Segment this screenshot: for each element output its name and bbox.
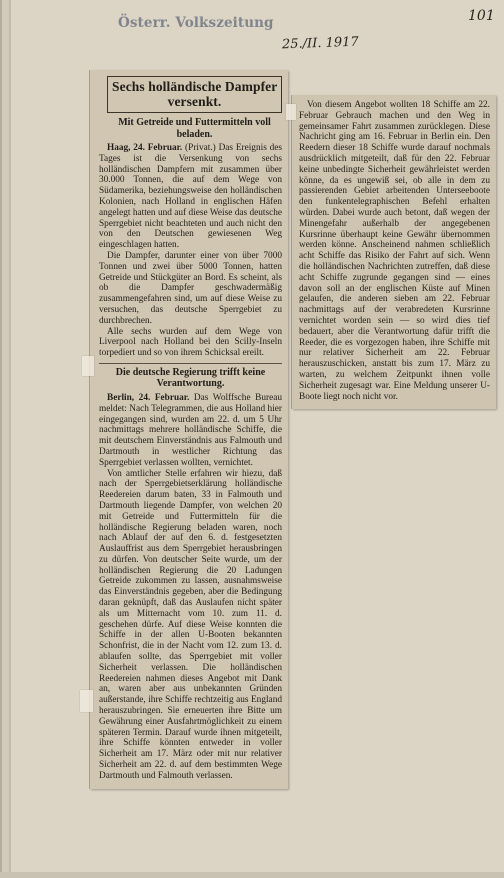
- dateline: Haag, 24. Februar.: [107, 143, 183, 153]
- tape-strip: [80, 690, 93, 712]
- archive-page-number: 101: [468, 8, 495, 24]
- dateline: Berlin, 24. Februar.: [107, 392, 190, 403]
- paragraph: [99, 251, 282, 327]
- article-headline-line: Sechs holländische Dampfer: [112, 79, 278, 94]
- paragraph-text: Von amtlicher Stelle erfahren wir hiezu, daß nach der Sperrgebietserklärung holländische Reedereien darum baten, 33 in Falmouth und Dartmouth liegende Dampfer, von welchen 20 mit Getreide und Futtermitteln für die holländische Regierung beladen waren, noch nach Ablauf der auf den 6. d. festgesetzten Auslauffrist aus dem Sperrgebiet herausbringen zu dürfen. Von deutscher Seite wurde, um der holländischen Regierung die 20 Ladungen Getreide zukommen zu lassen, ausnahmsweise das Einverständnis gegeben, aber die Bedingung daran geknüpft, daß das Auslaufen nicht später als um Mitternacht vom 10. zum 11. d. geschehen dürfe. Auf diese Weise konnten die Schiffe in der allen U-Booten bekannten Schonfrist, die in der Nacht vom 12. zum 13. d. ablaufen sollte, das Sperrgebiet mit voller Sicherheit verlassen. Die holländischen Reedereien nahmen dieses Angebot mit Dank an, waren aber aus unbekannten Gründen außerstande, ihre Schiffe rechtzeitig aus England herauszubringen. Sie erneuerten ihre Bitte um Gewährung einer Ausfahrtmöglichkeit zu einem späteren Termin. Darauf wurde ihnen mitgeteilt, ihre Schiffe könnten entweder in voller Sicherheit am 17. März oder mit nur relativer Sicherheit am 22. d. auf dem bestimmten Wege Dartmouth und Falmouth verlassen.: [99, 468, 282, 781]
- clipping-left-column: [90, 70, 288, 789]
- section-heading: Die deutsche Regierung trifft keine Verantwortung.: [99, 363, 282, 390]
- tape-strip: [286, 104, 296, 120]
- handwritten-date: 25./II. 1917: [281, 34, 359, 53]
- paragraph-text: Die Dampfer, darunter einer von über 7000 Tonnen und zwei über 5000 Tonnen, hatten Getreide und Stückgüter an Bord. Es scheint, als ob die Dampfer geschwadermäßig zusammengefahren sind, um auf diese Weise zu versuchen, das deutsche Sperrgebiet zu durchbrechen.: [99, 250, 282, 326]
- article-part-berlin: [99, 393, 282, 782]
- paragraph: [99, 393, 282, 469]
- article-headline-line: versenkt.: [167, 94, 222, 109]
- clipping-right-column: [292, 95, 496, 409]
- paragraph-text: Das Wolffsche Bureau meldet: Nach Telegrammen, die aus Holland hier eingegangen sind, wurden am 22. d. um 5 Uhr nachmittags mehrere holländische Schiffe, die mit deutschem Einverständnis aus Falmouth und Dartmouth in westlicher Richtung das Sperrgebiet verlassen wollten, vernichtet.: [99, 392, 282, 468]
- article-headline-box: [107, 76, 282, 113]
- article-part-haag: [99, 143, 282, 359]
- newspaper-name-stamp: Österr. Volkszeitung: [118, 15, 274, 31]
- article-subheadline: Mit Getreide und Futtermitteln voll beladen.: [118, 117, 271, 140]
- paragraph: [299, 100, 490, 402]
- paragraph: [99, 469, 282, 782]
- mounting-board-edge: [0, 0, 11, 878]
- article-continuation: [299, 100, 490, 402]
- paragraph-text: Alle sechs wurden auf dem Wege von Liverpool nach Holland bei den Scilly-Inseln torpediert und so von ihrem Schicksal ereilt.: [99, 326, 282, 359]
- paragraph-text: (Privat.) Das Ereignis des Tages ist die Versenkung von sechs holländischen Dampfern mit zusammen über 30.000 Tonnen, die auf dem Wege von Südamerika, beziehungsweise den holländischen Kolonien, nach Holland in englischen Häfen angelegt hatten und auf diese Weise das deutsche Sperrgebiet nicht beachteten und auch nicht den von den Deutschen gewiesenen Weg eingeschlagen hatten.: [99, 143, 282, 251]
- paragraph-text: Von diesem Angebot wollten 18 Schiffe am 22. Februar Gebrauch machen und den Weg in gemeinsamer Fahrt zusammen zurücklegen. Diese Nachricht ging am 16. Februar in Berlin ein. Den Reedern dieser 18 Schiffe wurde darauf nochmals ausdrücklich mitgeteilt, daß für den 22. Februar keine unbedingte Sicherheit gewährleistet werden könne, da es ungewiß sei, ob alle in dem zu passierenden Gebiet arbeitenden Unterseeboote den funkentelegraphischen Befehl erhalten würden. Dabei wurde auch betont, daß wegen der Minengefahr außerhalb der angegebenen Kursrinne überhaupt keine Gewähr übernommen werden könne. Anscheinend nahmen schließlich acht Schiffe das Risiko der Fahrt auf sich. Wenn die holländischen Nachrichten zutreffen, daß diese acht Schiffe zugrunde gegangen sind — eines davon soll an der englischen Küste auf Minen gelaufen, die anderen sieben am 22. Februar nachmittags auf der verabredeten Kursrinne vernichtet worden sein — so wird dies tief bedauert, aber die Verantwortung dafür trifft die Reeder, die es vorgezogen haben, ihre Schiffe mit nur relativer Sicherheit am 22. Februar herauszuschicken, anstatt bis zum 17. März zu warten, zu welchem Zeitpunkt ihnen volle Sicherheit zugesagt war. Eine Meldung unserer U-Boote liegt noch nicht vor.: [299, 100, 490, 402]
- tape-strip: [82, 356, 94, 376]
- mounting-board-bottom: [0, 872, 504, 878]
- paragraph: [99, 327, 282, 359]
- paragraph: [99, 143, 282, 251]
